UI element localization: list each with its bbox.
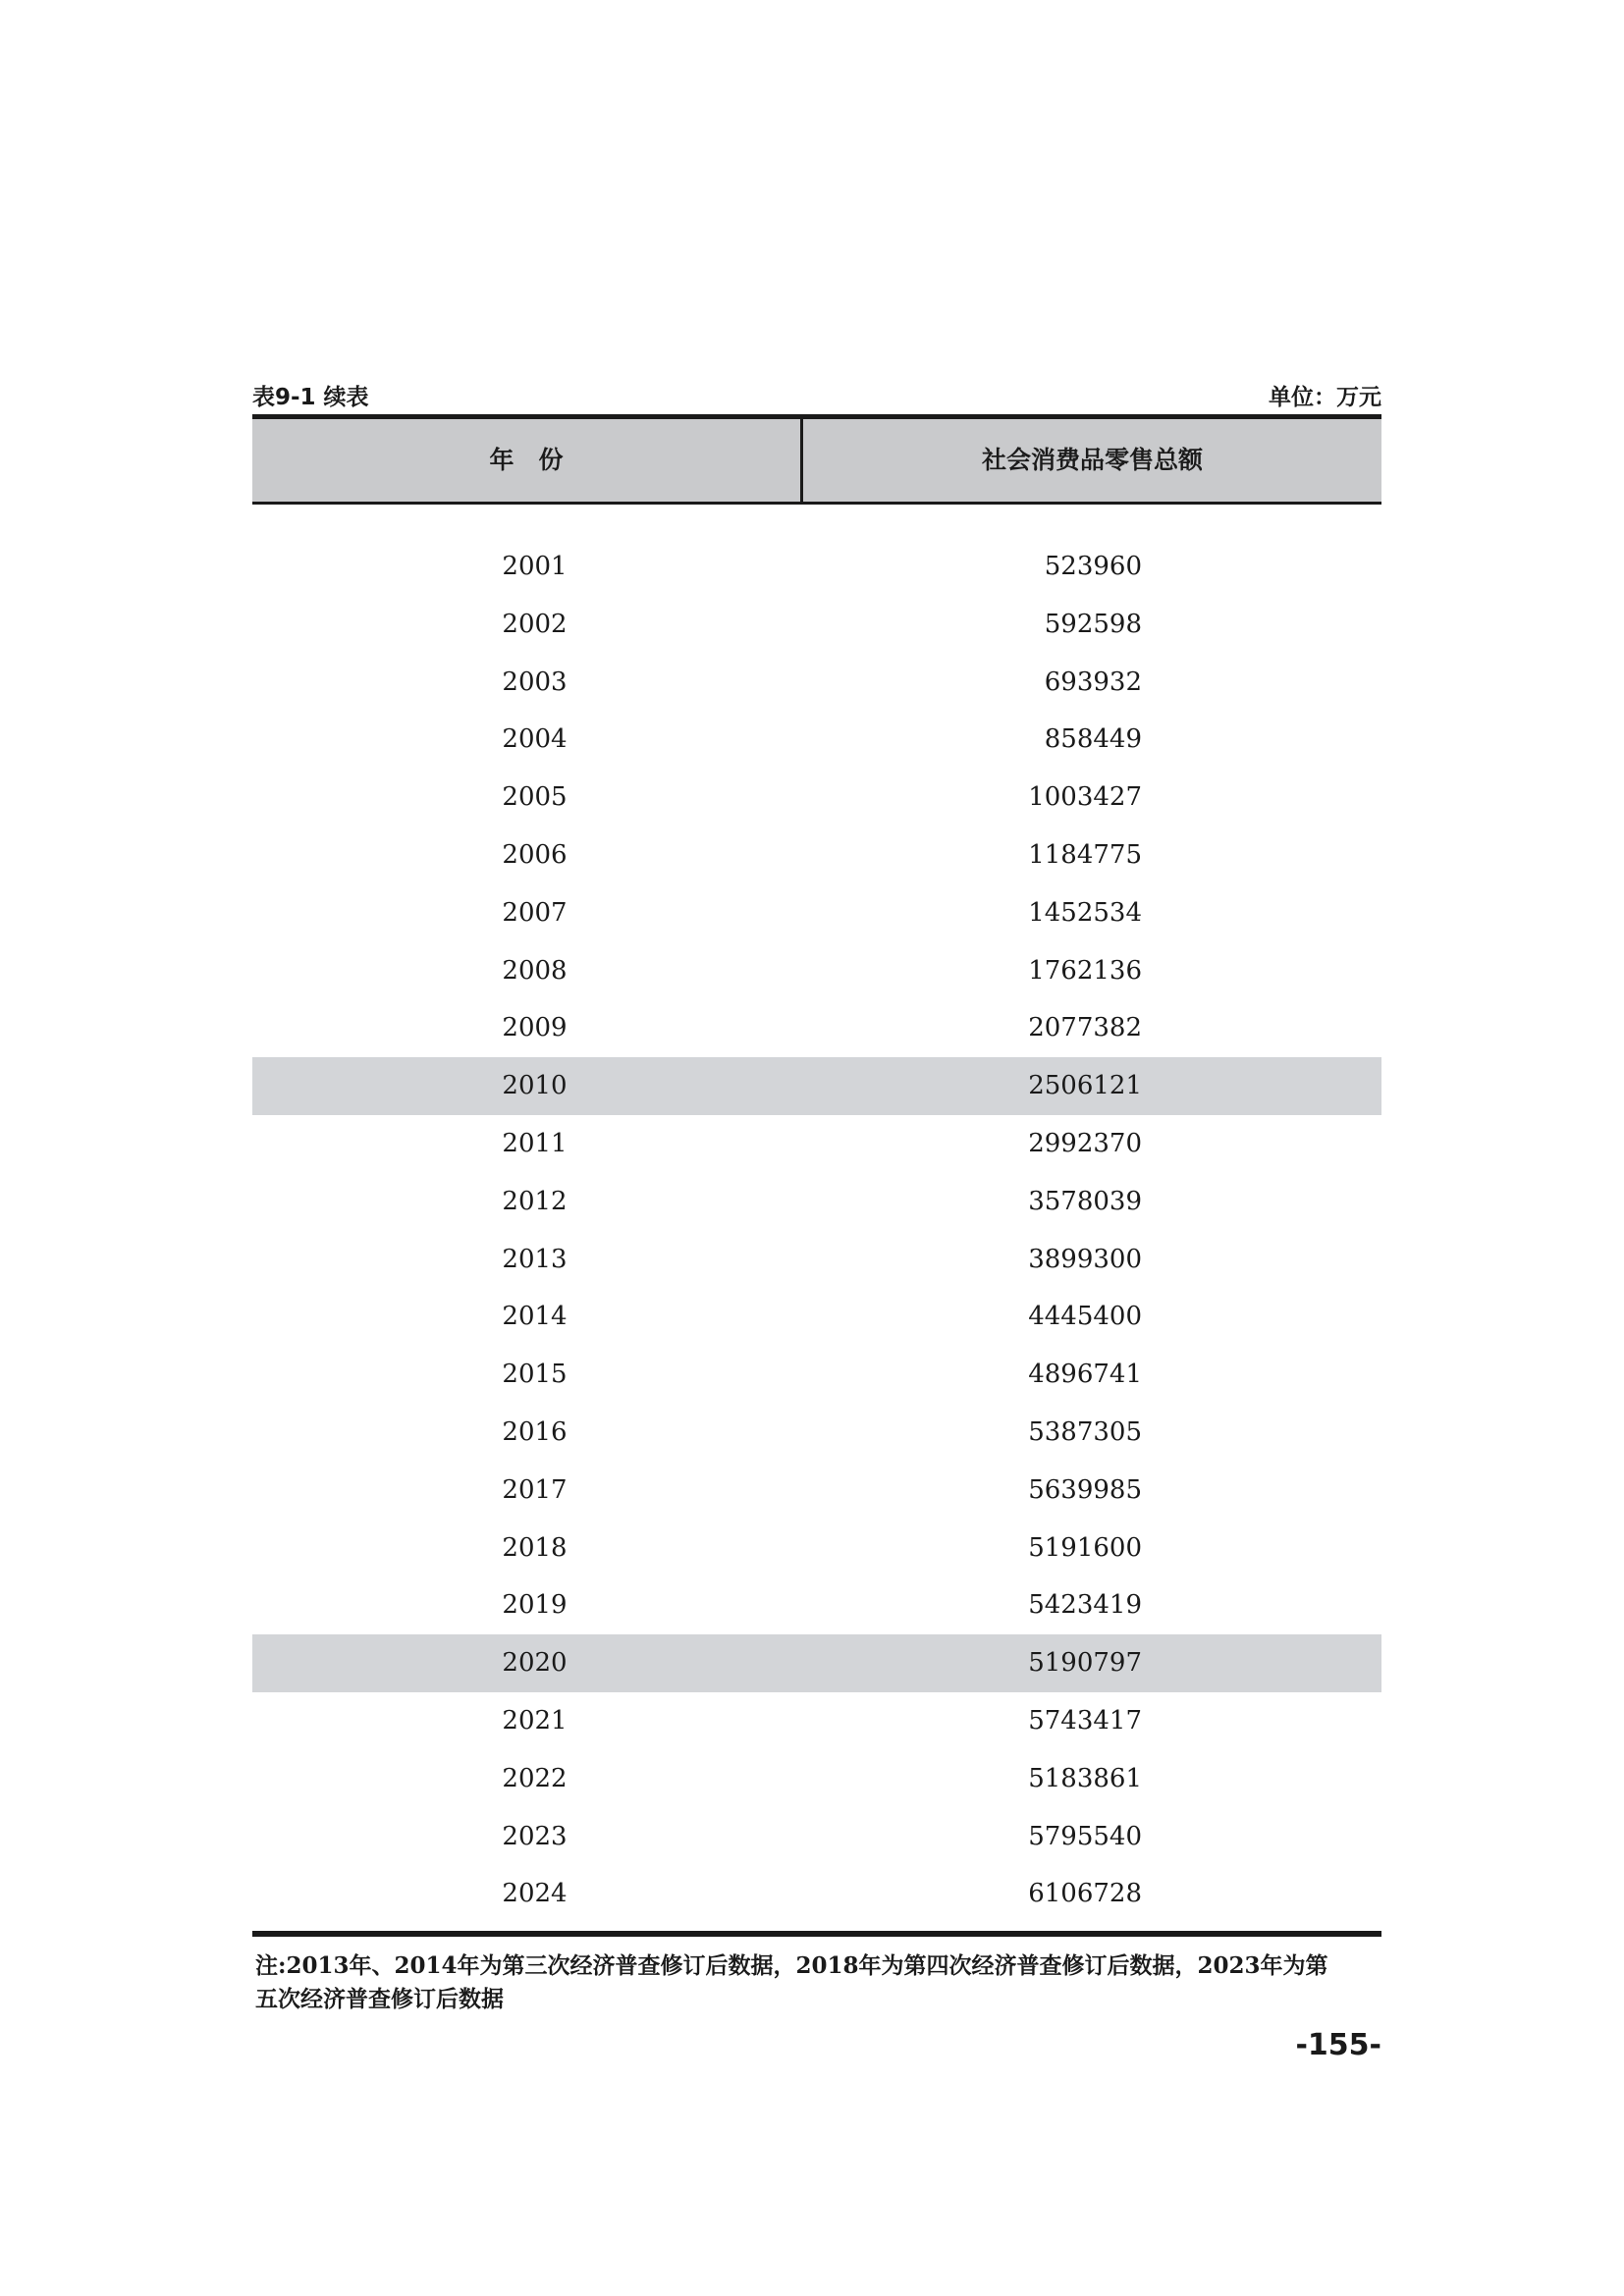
value-cell: 858449 [1044, 724, 1142, 755]
table-row [252, 1173, 1381, 1231]
year-cell: 2009 [502, 1013, 568, 1043]
page-number: -155- [1295, 2028, 1381, 2062]
value-cell: 1003427 [1028, 782, 1142, 813]
year-cell: 2016 [502, 1416, 568, 1447]
table-row [252, 769, 1381, 827]
year-cell: 2011 [502, 1128, 568, 1158]
year-cell: 2002 [502, 609, 568, 639]
table-row [252, 596, 1381, 654]
footnote-line-1: 注:2013年、2014年为第三次经济普查修订后数据，2018年为第四次经济普查修订后数据，2023年为第 [255, 1952, 1328, 1979]
table-row [252, 1520, 1381, 1577]
value-cell: 1762136 [1028, 955, 1142, 986]
year-cell: 2023 [502, 1821, 568, 1851]
value-cell: 5190797 [1028, 1648, 1142, 1679]
value-cell: 1184775 [1028, 839, 1142, 870]
value-cell: 4445400 [1028, 1302, 1142, 1332]
year-cell: 2008 [502, 955, 568, 986]
year-cell: 2004 [502, 724, 568, 755]
table-row [252, 1750, 1381, 1808]
value-cell: 2077382 [1028, 1013, 1142, 1043]
table-row-highlighted [252, 1057, 1381, 1115]
table-row [252, 711, 1381, 769]
column-header-year: 年 份 [489, 446, 564, 474]
table-row [252, 1231, 1381, 1289]
value-cell: 6106728 [1028, 1879, 1142, 1909]
table-row-highlighted [252, 1634, 1381, 1692]
year-cell: 2018 [502, 1532, 568, 1563]
table-row [252, 1115, 1381, 1173]
table-row [252, 1462, 1381, 1520]
value-cell: 693932 [1044, 667, 1142, 697]
value-cell: 5795540 [1028, 1821, 1142, 1851]
year-cell: 2006 [502, 839, 568, 870]
table-row [252, 654, 1381, 712]
table-row [252, 1808, 1381, 1866]
year-cell: 2007 [502, 897, 568, 928]
year-cell: 2013 [502, 1244, 568, 1274]
table-body [252, 538, 1381, 1923]
table-title: 表9-1 续表 [252, 385, 369, 410]
value-cell: 592598 [1044, 609, 1142, 639]
table-row [252, 1346, 1381, 1404]
year-cell: 2012 [502, 1186, 568, 1216]
year-cell: 2022 [502, 1763, 568, 1793]
table-row [252, 538, 1381, 596]
year-cell: 2020 [502, 1648, 568, 1679]
table-header [252, 414, 1381, 505]
value-cell: 523960 [1044, 552, 1142, 581]
value-cell: 3578039 [1028, 1186, 1142, 1216]
year-cell: 2021 [502, 1705, 568, 1735]
table-row [252, 1288, 1381, 1346]
year-cell: 2010 [502, 1071, 568, 1101]
value-cell: 5743417 [1028, 1705, 1142, 1735]
value-cell: 5423419 [1028, 1590, 1142, 1621]
value-cell: 2992370 [1028, 1128, 1142, 1158]
column-header-retail-sales: 社会消费品零售总额 [981, 446, 1203, 474]
year-cell: 2005 [502, 782, 568, 813]
value-cell: 5387305 [1028, 1416, 1142, 1447]
year-cell: 2017 [502, 1474, 568, 1505]
table-row [252, 827, 1381, 884]
value-cell: 4896741 [1028, 1360, 1142, 1390]
table-row [252, 942, 1381, 1000]
table-row [252, 999, 1381, 1057]
year-cell: 2001 [502, 552, 568, 581]
year-cell: 2024 [502, 1879, 568, 1909]
year-cell: 2003 [502, 667, 568, 697]
table-row [252, 1404, 1381, 1462]
year-cell: 2014 [502, 1302, 568, 1332]
table-caption-row [252, 379, 1381, 412]
value-cell: 1452534 [1028, 897, 1142, 928]
value-cell: 5191600 [1028, 1532, 1142, 1563]
value-cell: 5183861 [1028, 1763, 1142, 1793]
table-bottom-rule [252, 1931, 1381, 1937]
footnote [255, 1949, 1384, 2016]
value-cell: 3899300 [1028, 1244, 1142, 1274]
year-cell: 2019 [502, 1590, 568, 1621]
table-row [252, 884, 1381, 942]
table-row [252, 1865, 1381, 1923]
footnote-line-2: 五次经济普查修订后数据 [255, 1986, 504, 2012]
value-cell: 2506121 [1028, 1071, 1142, 1101]
data-table [252, 414, 1381, 1909]
value-cell: 5639985 [1028, 1474, 1142, 1505]
year-cell: 2015 [502, 1360, 568, 1390]
table-row [252, 1576, 1381, 1634]
table-row [252, 1692, 1381, 1750]
unit-label: 单位：万元 [1269, 385, 1381, 410]
